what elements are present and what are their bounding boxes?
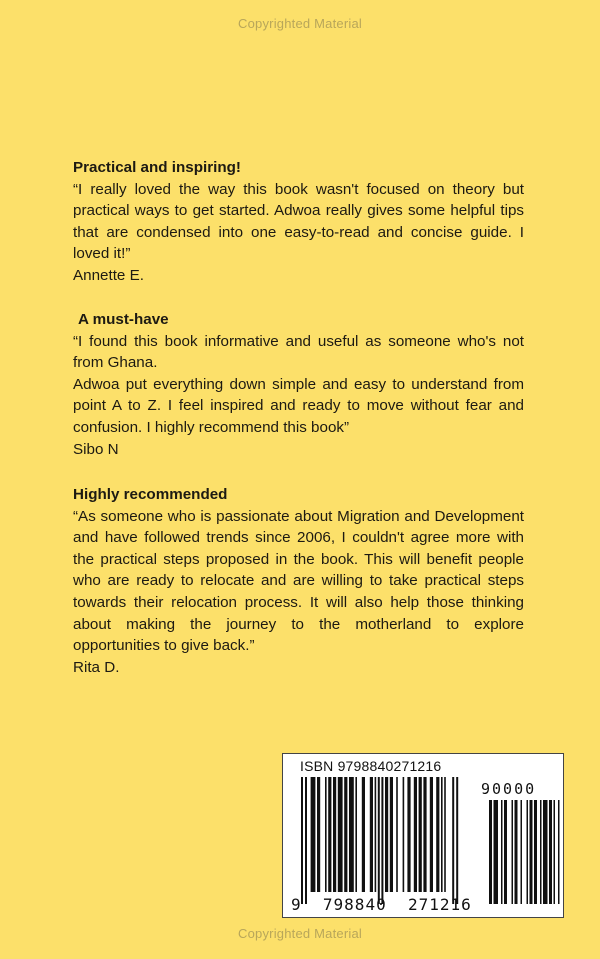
barcode-bar — [540, 800, 542, 904]
barcode-bar — [530, 800, 533, 904]
barcode-bar — [494, 800, 499, 904]
barcode-bar — [554, 800, 556, 904]
barcode-bar — [403, 777, 405, 892]
watermark-bottom: Copyrighted Material — [238, 926, 362, 941]
barcode-bar — [444, 777, 446, 892]
review-3 — [73, 484, 524, 678]
barcode-bar — [452, 777, 454, 904]
review-body-line-1: “I found this book informative and useful as someone who's not from Ghana. — [73, 332, 524, 372]
barcode-bar — [414, 777, 417, 892]
barcode-bar — [362, 777, 365, 892]
barcode-left-group: 798840 — [322, 895, 387, 914]
barcode-bar — [305, 777, 307, 904]
barcode-bar — [381, 777, 383, 904]
barcode-bar — [543, 800, 548, 904]
barcode-bar — [515, 800, 518, 904]
barcode-bar — [512, 800, 514, 904]
barcode-bar — [301, 777, 303, 904]
barcode-bar — [527, 800, 529, 904]
barcode-bar — [378, 777, 380, 904]
barcode-bar — [325, 777, 327, 892]
barcode-bar — [534, 800, 537, 904]
barcode-bar — [489, 800, 492, 904]
review-heading: A must-have — [78, 311, 169, 328]
review-author: Annette E. — [73, 266, 144, 284]
review-heading: Highly recommended — [73, 486, 228, 503]
barcode-right-group: 271216 — [407, 895, 472, 914]
review-body: “I really loved the way this book wasn't focused on theory but practical ways to get started. Adwoa really gives some helpful tips that are condensed into one easy-to-read and concise guide. I loved it!” — [73, 180, 524, 263]
watermark-top: Copyrighted Material — [238, 16, 362, 31]
barcode-addon-digits: 90000 — [481, 780, 537, 798]
review-2 — [73, 309, 524, 460]
review-author: Sibo N — [73, 440, 119, 458]
barcode-bar — [311, 777, 316, 892]
review-body: “As someone who is passionate about Migration and Development and have followed trends since 2006, I couldn't agree more with the practical steps proposed in the book. This will benefit people who are ready to relocate and are willing to take practical steps towards their relocation process. It will also help those thinking about making the journey to the motherland to explore opportunities to give back.” — [73, 507, 524, 655]
review-body-line-2: Adwoa put everything down simple and easy to understand from point A to Z. I feel inspired and ready to move without fear and confusion. I highly recommend this book” — [73, 375, 524, 436]
barcode-bar — [504, 800, 507, 904]
barcode-bar — [549, 800, 552, 904]
barcode-bar — [385, 777, 388, 892]
barcode-bar — [521, 800, 523, 904]
barcode-bar — [501, 800, 503, 904]
barcode-bar — [407, 777, 410, 892]
barcode-bar — [441, 777, 443, 892]
barcode-bar — [436, 777, 439, 892]
isbn-label: ISBN 9798840271216 — [300, 758, 442, 774]
review-heading: Practical and inspiring! — [73, 159, 241, 176]
review-author: Rita D. — [73, 658, 120, 676]
barcode-bar — [349, 777, 354, 892]
barcode-bar — [456, 777, 458, 904]
barcode-digits — [291, 895, 472, 914]
barcode-bar — [338, 777, 343, 892]
barcode-bar — [558, 800, 560, 904]
barcode-bar — [419, 777, 422, 892]
barcode-bar — [355, 777, 357, 892]
barcode-bar — [375, 777, 377, 892]
barcode-first-digit: 9 — [291, 895, 302, 914]
barcode-bar — [423, 777, 426, 892]
barcode-bar — [317, 777, 320, 892]
barcode-bar — [333, 777, 336, 892]
barcode-bar — [390, 777, 393, 892]
review-1 — [73, 157, 524, 287]
barcode-bar — [396, 777, 398, 892]
barcode-bar — [430, 777, 433, 892]
isbn-barcode — [282, 753, 564, 918]
barcode-bar — [370, 777, 373, 892]
barcode-bar — [328, 777, 331, 892]
barcode-bar — [344, 777, 347, 892]
